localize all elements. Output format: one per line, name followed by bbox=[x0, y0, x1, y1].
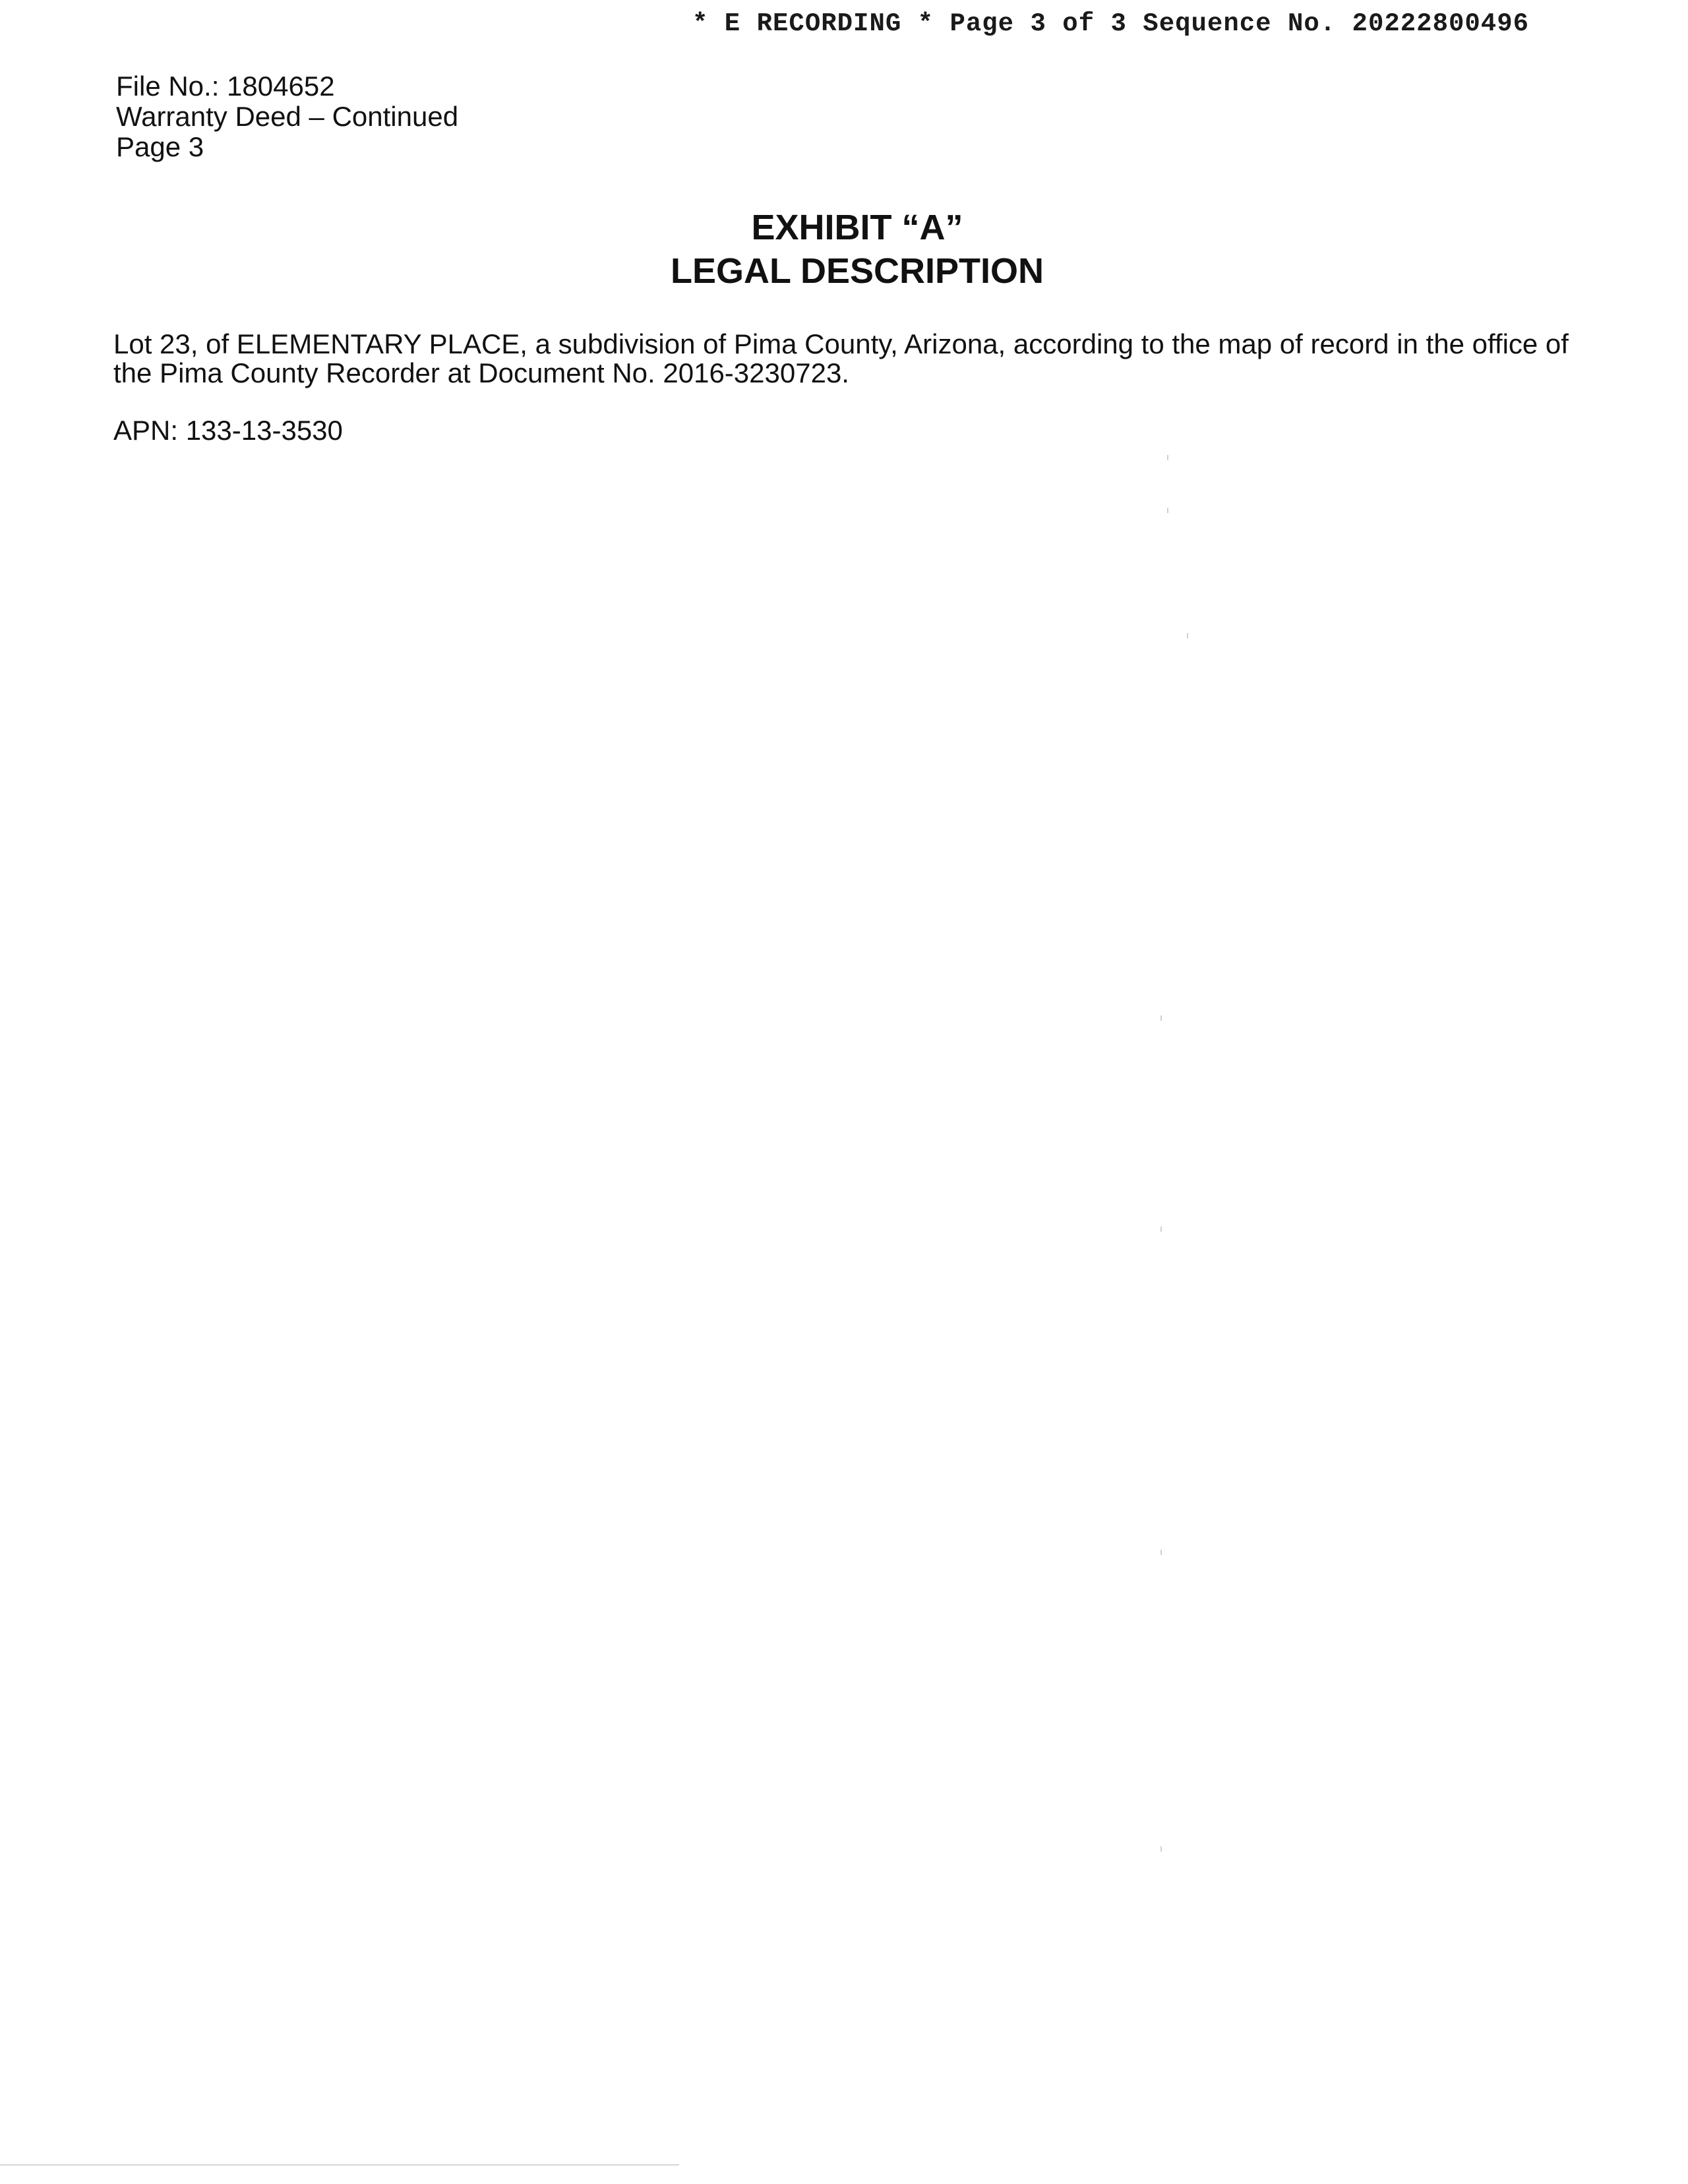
scan-artifact bbox=[1160, 1846, 1162, 1852]
scan-artifact bbox=[1160, 1550, 1162, 1555]
scan-artifact bbox=[1167, 455, 1168, 460]
scan-artifact bbox=[1160, 1227, 1162, 1232]
document-title: Warranty Deed – Continued bbox=[116, 101, 459, 132]
apn-line: APN: 133-13-3530 bbox=[113, 415, 343, 446]
scan-artifact bbox=[1160, 1016, 1162, 1021]
scan-artifact bbox=[1187, 633, 1188, 638]
file-number: File No.: 1804652 bbox=[116, 71, 335, 102]
legal-description-paragraph: Lot 23, of ELEMENTARY PLACE, a subdivision of Pima County, Arizona, according to the map of record in the office of the Pima County Recorder at Document No. 2016-3230723. bbox=[113, 328, 1569, 388]
exhibit-heading bbox=[0, 206, 1688, 293]
scan-artifact bbox=[1167, 508, 1168, 513]
exhibit-title-line2: LEGAL DESCRIPTION bbox=[670, 251, 1044, 291]
bottom-scan-edge bbox=[0, 2164, 679, 2166]
file-header-block bbox=[116, 71, 458, 162]
page-label: Page 3 bbox=[116, 131, 204, 162]
e-recording-banner: * E RECORDING * Page 3 of 3 Sequence No. 20222800496 bbox=[692, 9, 1529, 38]
exhibit-title-line1: EXHIBIT “A” bbox=[751, 208, 963, 247]
